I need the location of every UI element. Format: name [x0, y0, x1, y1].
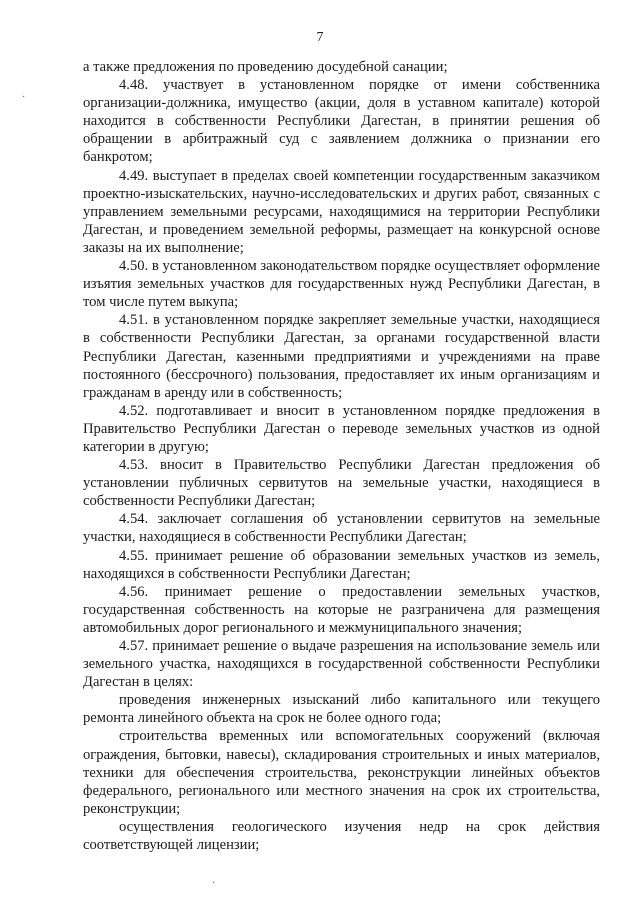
paragraph-4-51: 4.51. в установленном порядке закрепляет земельные участки, находящиеся в собственности Республики Дагестан, за органами государственной власти Республики Дагестан, казенными предприятиями и учреждениями на праве постоянного (бессрочного) пользования, предоставляет их иным организациям и гражданам в аренду или в собственность;	[83, 312, 600, 401]
list-item-geological-study: осуществления геологического изучения недр на срок действия соответствующей лицензии;	[83, 818, 600, 854]
scan-speck: ·	[212, 878, 216, 889]
paragraph-4-53: 4.53. вносит в Правительство Республики Дагестан предложения об установлении публичных сервитутов на земельные участки, находящиеся в собственности Республики Дагестан;	[83, 457, 600, 510]
paragraph-4-55: 4.55. принимает решение об образовании земельных участков из земель, находящихся в собственности Республики Дагестан;	[83, 547, 600, 582]
list-item-surveys: проведения инженерных изысканий либо капитального или текущего ремонта линейного объекта на срок не более одного года;	[83, 692, 600, 727]
paragraph-4-50: 4.50. в установленном законодательством порядке осуществляет оформление изъятия земельных участков для государственных нужд Республики Дагестан, в том числе путем выкупа;	[83, 258, 600, 311]
scan-speck: ·	[22, 92, 26, 103]
paragraph-4-56: 4.56. принимает решение о предоставлении земельных участков, государственная собственность на которые не разграничена для размещения автомобильных дорог регионального и межмуниципального значения;	[83, 583, 600, 636]
paragraph-4-52: 4.52. подготавливает и вносит в установленном порядке предложения в Правительство Республики Дагестан о переводе земельных участков из одной категории в другую;	[83, 402, 600, 455]
document-body	[83, 58, 600, 854]
page-number: 7	[316, 30, 324, 45]
paragraph-4-57: 4.57. принимает решение о выдаче разрешения на использование земель или земельного участка, находящихся в государственной собственности Республики Дагестан в целях:	[83, 638, 600, 691]
paragraph-4-54: 4.54. заключает соглашения об установлении сервитутов на земельные участки, находящиеся в собственности Республики Дагестан;	[83, 511, 600, 546]
paragraph-4-49: 4.49. выступает в пределах своей компетенции государственным заказчиком проектно-изыскательских, научно-исследовательских и других работ, связанных с управлением земельными ресурсами, находящимися на территории Республики Дагестан, и проведением земельной реформы, размещает на конкурсной основе заказы на их выполнение;	[83, 167, 600, 256]
paragraph-4-48: 4.48. участвует в установленном порядке от имени собственника организации-должника, имущество (акции, доля в уставном капитале) которой находится в собственности Республики Дагестан, в принятии решения об обращении в арбитражный суд с заявлением должника о признании его банкротом;	[83, 77, 600, 166]
list-item-temporary-structures: строительства временных или вспомогательных сооружений (включая ограждения, бытовки, навесы), складирования строительных и иных материалов, техники для обеспечения строительства, реконструкции линейных объектов федерального, регионального или местного значения на срок их строительства, реконструкции;	[83, 728, 600, 817]
paragraph-continuation: а также предложения по проведению досудебной санации;	[83, 59, 448, 75]
